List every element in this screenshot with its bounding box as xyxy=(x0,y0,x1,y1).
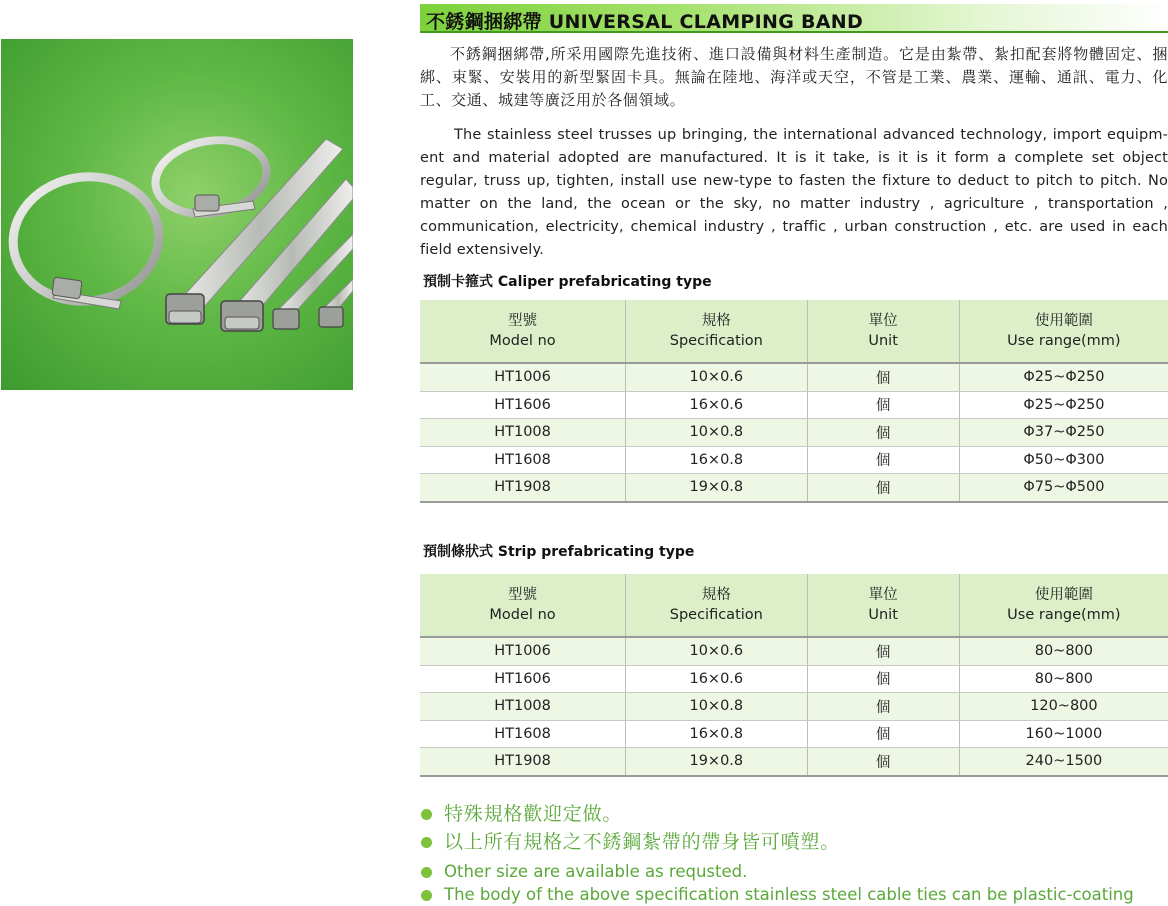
header-zh: 單位 xyxy=(868,587,898,603)
header-en: Unit xyxy=(868,607,898,623)
cell-use-range: Φ75~Φ500 xyxy=(959,474,1168,502)
cell-specification: 16×0.6 xyxy=(626,391,807,419)
cell-model: HT1908 xyxy=(420,474,626,502)
bullet-dot-icon xyxy=(421,890,432,901)
cell-model: HT1908 xyxy=(420,748,626,776)
cell-use-range: 160~1000 xyxy=(959,720,1168,748)
header-en: Unit xyxy=(868,333,898,349)
note-text: 特殊規格歡迎定做。 xyxy=(444,803,623,825)
title-bar xyxy=(420,4,1168,33)
header-zh: 規格 xyxy=(701,587,731,603)
header-en: Specification xyxy=(669,607,763,623)
header-zh: 型號 xyxy=(508,587,538,603)
page-title: 不銹鋼捆綁帶 UNIVERSAL CLAMPING BAND xyxy=(426,11,864,33)
header-zh: 規格 xyxy=(701,313,731,329)
cell-unit: 個 xyxy=(807,391,959,419)
cell-use-range: 240~1500 xyxy=(959,748,1168,776)
product-photo xyxy=(1,39,353,390)
cell-specification: 19×0.8 xyxy=(626,748,807,776)
strip-spec-table xyxy=(420,574,1168,777)
cell-unit: 個 xyxy=(807,363,959,391)
cell-unit: 個 xyxy=(807,474,959,502)
cell-use-range: 80~800 xyxy=(959,665,1168,693)
table-row xyxy=(420,748,1168,776)
note-text: The body of the above specification stainless steel cable ties can be plastic-coating xyxy=(444,885,1134,904)
column-header-specification xyxy=(626,300,807,363)
cell-model: HT1606 xyxy=(420,391,626,419)
table-header-row xyxy=(420,574,1168,637)
cell-use-range: 80~800 xyxy=(959,637,1168,665)
column-header-use-range xyxy=(959,574,1168,637)
table-row xyxy=(420,419,1168,447)
table-header-row xyxy=(420,300,1168,363)
note-item xyxy=(421,862,747,881)
note-item xyxy=(421,827,840,854)
note-text: Other size are available as requsted. xyxy=(444,862,748,881)
intro-chinese: 不銹鋼捆綁帶,所采用國際先進技術、進口設備與材料生產制造。它是由紮帶、紮扣配套將物體固定、捆綁、束緊、安裝用的新型緊固卡具。無論在陸地、海洋或天空，不管是工業、農業、運輸、通訊、電力、化工、交通、城建等廣泛用於各個領域。 xyxy=(420,45,1168,109)
column-header-unit xyxy=(807,300,959,363)
header-en: Specification xyxy=(669,333,763,349)
header-zh: 單位 xyxy=(868,313,898,329)
note-item xyxy=(421,799,622,826)
table-row xyxy=(420,391,1168,419)
header-zh: 使用範圍 xyxy=(1034,587,1093,603)
cell-use-range: 120~800 xyxy=(959,693,1168,721)
cell-specification: 10×0.6 xyxy=(626,363,807,391)
cell-specification: 10×0.8 xyxy=(626,693,807,721)
cell-model: HT1608 xyxy=(420,446,626,474)
table-row xyxy=(420,474,1168,502)
cell-specification: 19×0.8 xyxy=(626,474,807,502)
cell-unit: 個 xyxy=(807,419,959,447)
bullet-dot-icon xyxy=(421,867,432,878)
note-item xyxy=(421,885,1134,904)
cell-specification: 16×0.8 xyxy=(626,720,807,748)
header-en: Model no xyxy=(489,333,556,349)
table-row xyxy=(420,720,1168,748)
table-row xyxy=(420,637,1168,665)
note-text: 以上所有規格之不銹鋼紮帶的帶身皆可噴塑。 xyxy=(444,831,841,853)
header-zh: 使用範圍 xyxy=(1034,313,1093,329)
bullet-dot-icon xyxy=(421,809,432,820)
table-row xyxy=(420,665,1168,693)
table-row xyxy=(420,693,1168,721)
cell-model: HT1606 xyxy=(420,665,626,693)
column-header-use-range xyxy=(959,300,1168,363)
column-header-model xyxy=(420,574,626,637)
column-header-unit xyxy=(807,574,959,637)
cell-unit: 個 xyxy=(807,446,959,474)
column-header-specification xyxy=(626,574,807,637)
cell-unit: 個 xyxy=(807,665,959,693)
column-header-model xyxy=(420,300,626,363)
cell-model: HT1006 xyxy=(420,363,626,391)
cell-specification: 10×0.8 xyxy=(626,419,807,447)
table-row xyxy=(420,363,1168,391)
cell-use-range: Φ25~Φ250 xyxy=(959,363,1168,391)
cell-unit: 個 xyxy=(807,748,959,776)
cell-model: HT1006 xyxy=(420,637,626,665)
cell-specification: 10×0.6 xyxy=(626,637,807,665)
strip-section-title: 預制條狀式 Strip prefabricating type xyxy=(423,544,695,560)
cell-unit: 個 xyxy=(807,693,959,721)
table-row xyxy=(420,446,1168,474)
cell-unit: 個 xyxy=(807,720,959,748)
cell-model: HT1008 xyxy=(420,693,626,721)
cell-specification: 16×0.6 xyxy=(626,665,807,693)
cell-specification: 16×0.8 xyxy=(626,446,807,474)
header-en: Model no xyxy=(489,607,556,623)
cell-use-range: Φ37~Φ250 xyxy=(959,419,1168,447)
header-zh: 型號 xyxy=(508,313,538,329)
clamping-band-illustration xyxy=(1,39,353,390)
cell-use-range: Φ25~Φ250 xyxy=(959,391,1168,419)
caliper-spec-table xyxy=(420,300,1168,503)
cell-use-range: Φ50~Φ300 xyxy=(959,446,1168,474)
bullet-dot-icon xyxy=(421,837,432,848)
intro-english: The stainless steel trusses up bringing, the international advanced technology, import equipm-ent and material adopted are manufactured. It is it take, is it is it form a complete set object regular, truss up, tighten, install use new-type to fasten the fixture to deduct to pitch to pitch. No matter on the land, the ocean or the sky, no matter industry , agriculture , transportation , communication, electricity, chemical industry , traffic , urban construction , etc. are used in each field extensively. xyxy=(420,127,1168,258)
cell-model: HT1608 xyxy=(420,720,626,748)
caliper-section-title: 預制卡箍式 Caliper prefabricating type xyxy=(423,274,712,290)
cell-unit: 個 xyxy=(807,637,959,665)
header-en: Use range(mm) xyxy=(1007,607,1121,623)
header-en: Use range(mm) xyxy=(1007,333,1121,349)
cell-model: HT1008 xyxy=(420,419,626,447)
